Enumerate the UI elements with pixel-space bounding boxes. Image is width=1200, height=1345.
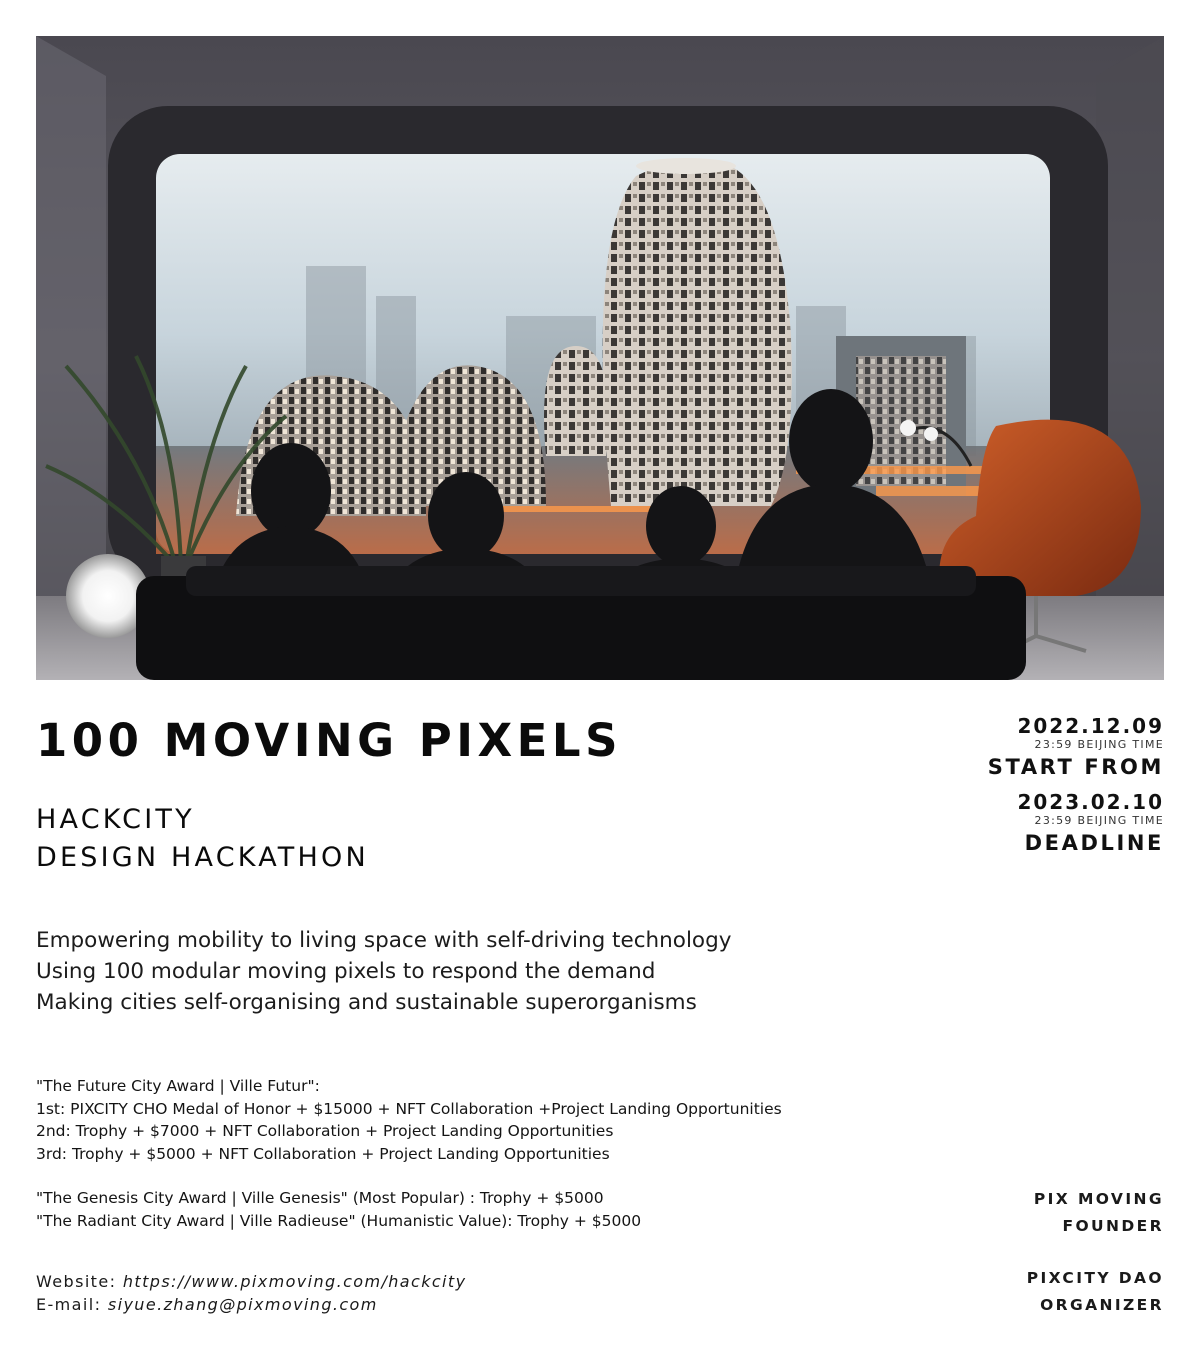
award-second: 2nd: Trophy + $7000 + NFT Collaboration + Project Landing Opportunities <box>36 1122 614 1140</box>
website-label: Website: <box>36 1272 117 1291</box>
deadline-date: 2023.02.10 <box>1017 790 1164 814</box>
subtitle-line: HACKCITY <box>36 804 195 835</box>
tagline-line: Using 100 modular moving pixels to respond the demand <box>36 959 656 984</box>
subtitle-line: DESIGN HACKATHON <box>36 842 369 873</box>
organizer-dao <box>924 1265 1164 1319</box>
start-label: START FROM <box>987 755 1164 779</box>
poster-title: 100 MOVING PIXELS <box>36 714 623 767</box>
start-date: 2022.12.09 <box>1017 714 1164 738</box>
tagline-line: Making cities self-organising and sustainable superorganisms <box>36 990 697 1015</box>
organizer-name: PIXCITY DAO <box>1026 1269 1164 1287</box>
organizer-name: PIX MOVING <box>1033 1190 1164 1208</box>
email-label: E-mail: <box>36 1295 102 1314</box>
start-time: 23:59 BEIJING TIME <box>1034 738 1164 751</box>
deadline-date-block <box>904 790 1164 858</box>
award-radiant: "The Radiant City Award | Ville Radieuse" (Humanistic Value): Trophy + $5000 <box>36 1211 642 1230</box>
organizer-role: FOUNDER <box>1062 1217 1164 1235</box>
contact-info <box>36 1270 466 1316</box>
organizers <box>924 1186 1164 1344</box>
website-row <box>36 1270 466 1293</box>
poster-subtitle <box>36 801 369 877</box>
award-spacer <box>36 1165 782 1187</box>
email-row <box>36 1293 466 1316</box>
award-third: 3rd: Trophy + $5000 + NFT Collaboration + Project Landing Opportunities <box>36 1144 610 1163</box>
awards-section <box>36 1075 782 1232</box>
hero-image <box>36 36 1164 680</box>
email-link[interactable]: siyue.zhang@pixmoving.com <box>107 1295 378 1314</box>
date-column <box>904 714 1164 866</box>
award-genesis: "The Genesis City Award | Ville Genesis" (Most Popular) : Trophy + $5000 <box>36 1189 604 1207</box>
organizer-role: ORGANIZER <box>1040 1296 1164 1314</box>
award-first: 1st: PIXCITY CHO Medal of Honor + $15000 + NFT Collaboration +Project Landing Opportunities <box>36 1099 782 1118</box>
deadline-time: 23:59 BEIJING TIME <box>1034 814 1164 827</box>
deadline-label: DEADLINE <box>1024 831 1164 855</box>
award-heading: "The Future City Award | Ville Futur": <box>36 1077 320 1095</box>
tagline <box>36 925 731 1018</box>
start-date-block <box>904 714 1164 782</box>
organizer-founder <box>924 1186 1164 1240</box>
tagline-line: Empowering mobility to living space with self-driving technology <box>36 928 732 953</box>
website-link[interactable]: https://www.pixmoving.com/hackcity <box>122 1272 467 1291</box>
